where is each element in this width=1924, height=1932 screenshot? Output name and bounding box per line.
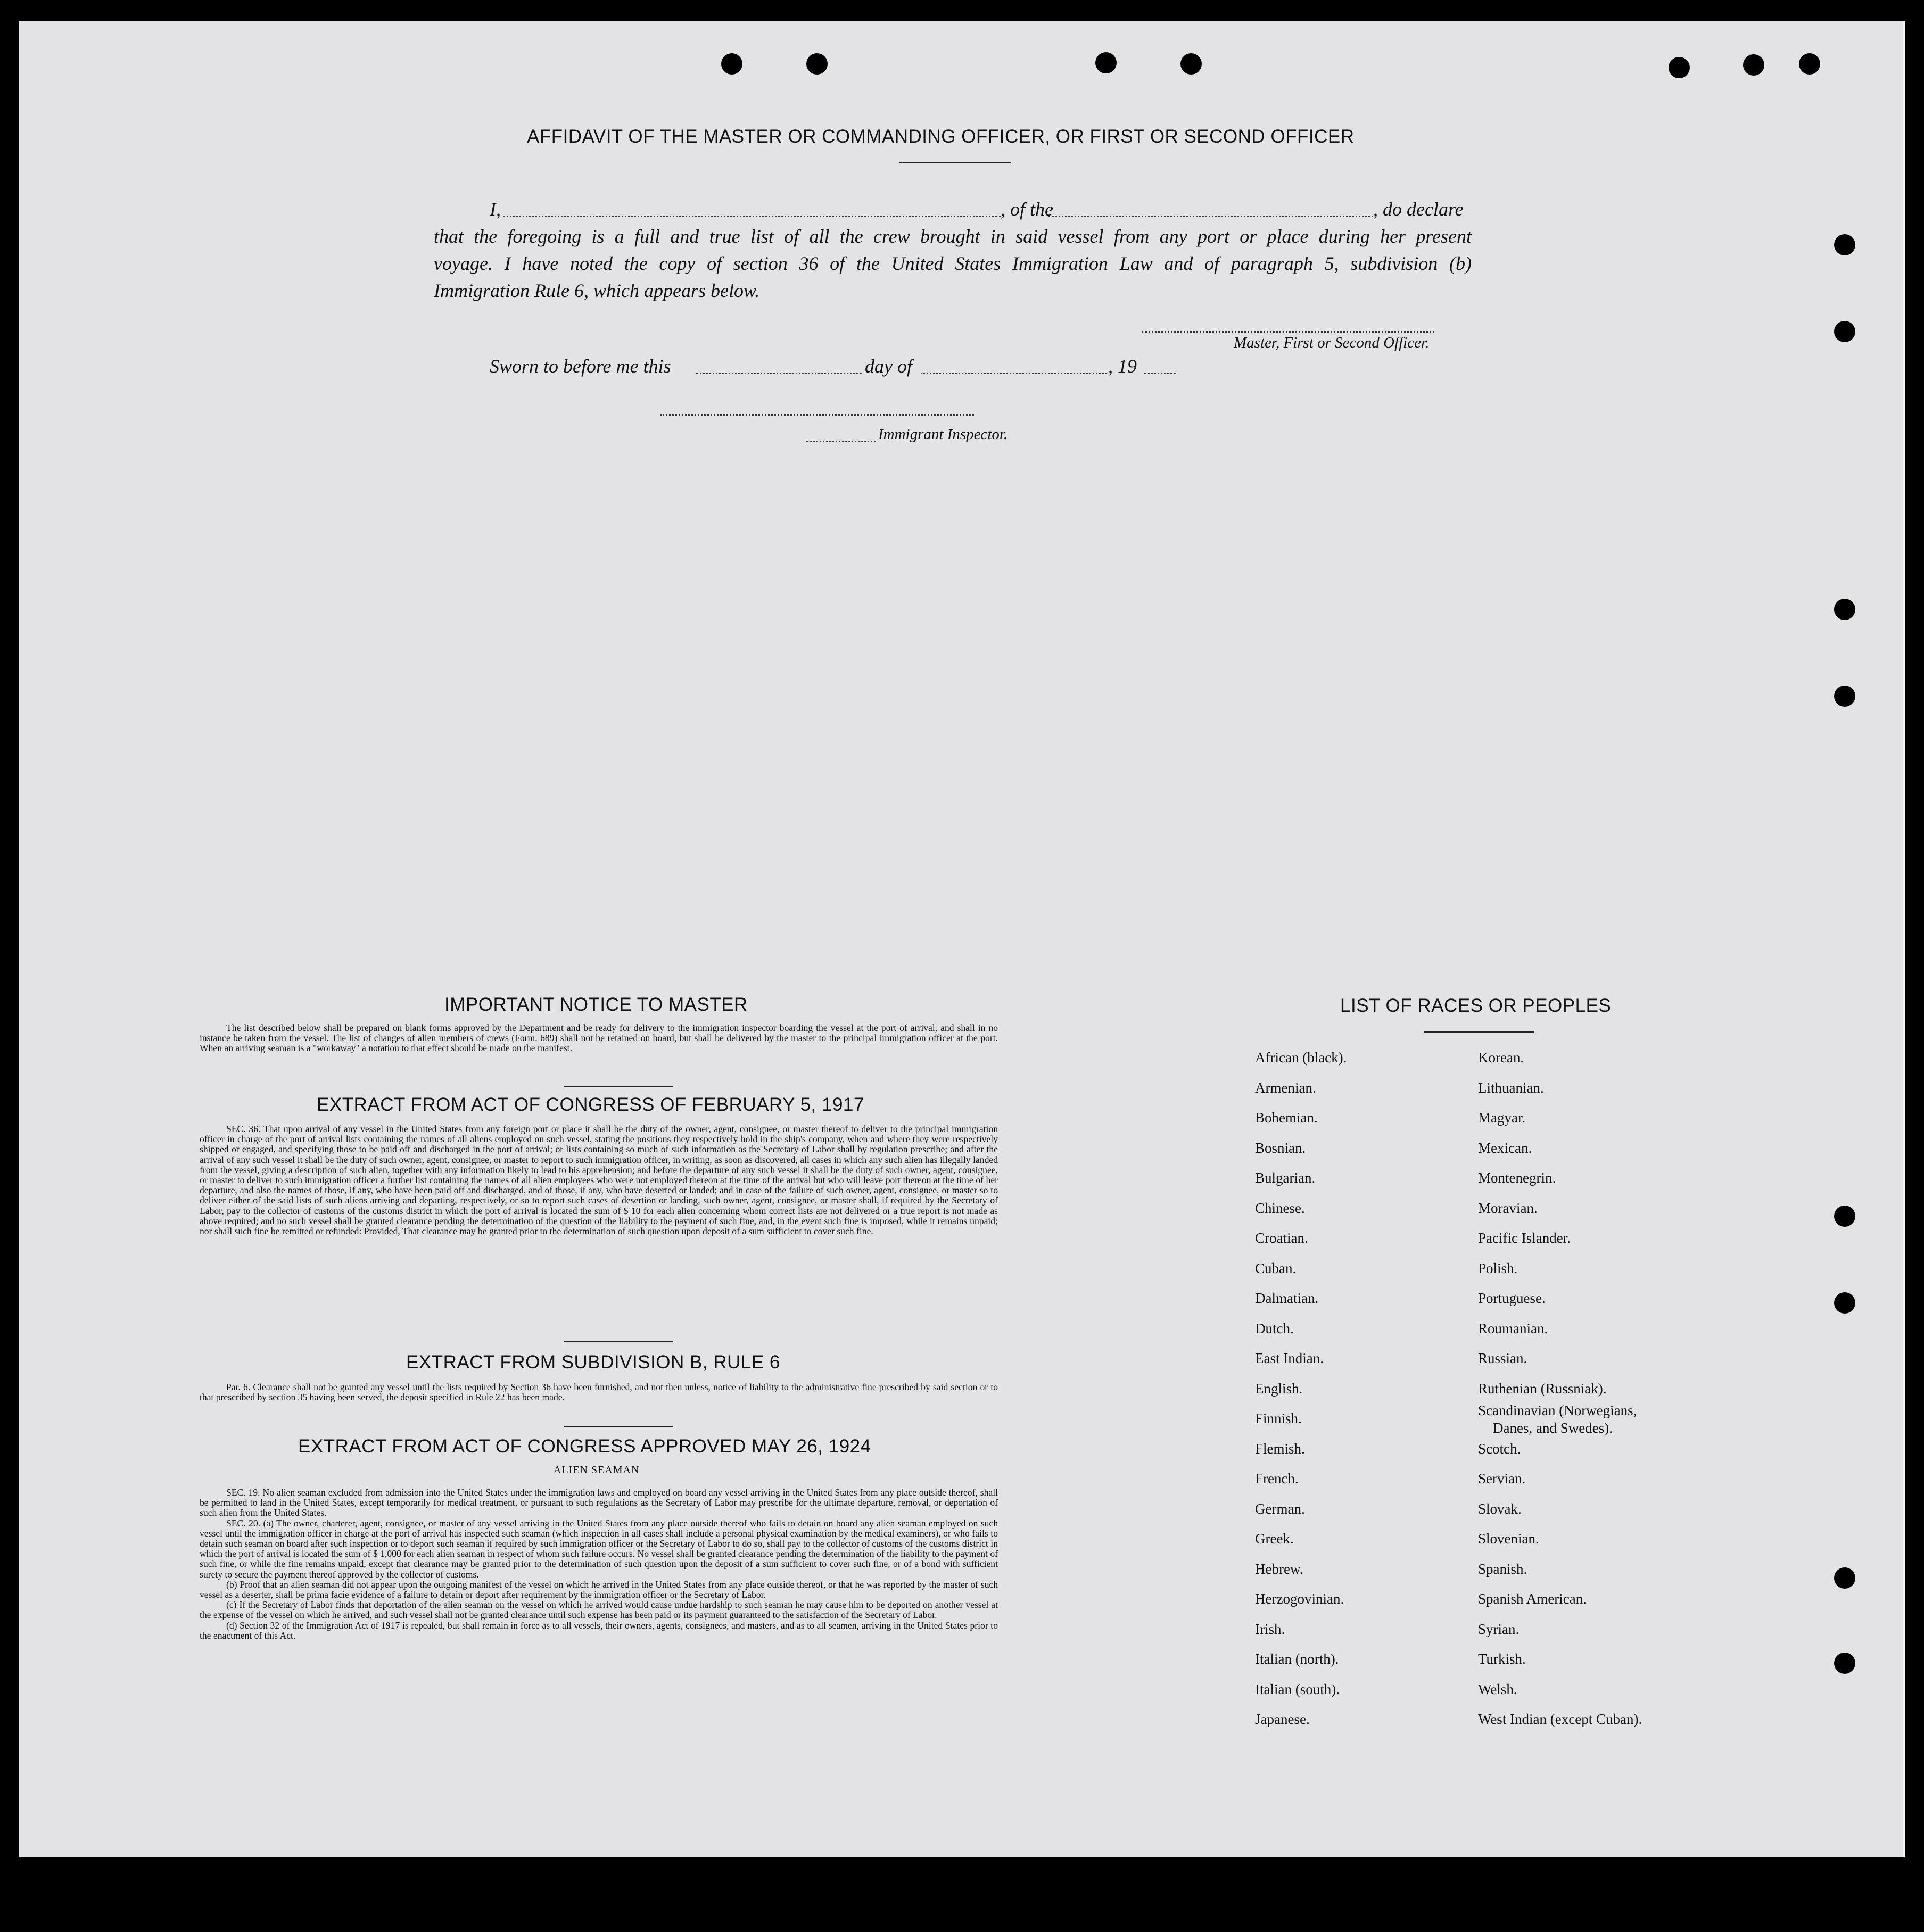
affidavit-line-2: that the foregoing is a full and true list of all the crew brought in said vessel from any port or place during her present [434, 226, 1472, 247]
race-item: Herzogovinian. [1255, 1591, 1344, 1607]
race-item: Hebrew. [1255, 1561, 1303, 1577]
notice-body [200, 1023, 998, 1054]
notice-title: IMPORTANT NOTICE TO MASTER [444, 994, 748, 1015]
of-the-label: , of the [1001, 199, 1053, 220]
section-20a-paragraph: SEC. 20. (a) The owner, charterer, agent, consignee, or master of any vessel arriving in the United States from any place outside thereof who fails to detain on board any alien seaman employed on such vessel until the immigration officer in charge at the port of arrival has inspected such seaman (which inspection in all cases shall include a personal physical examination by the medical examiners), or who fails to detain such seaman on board after such inspection or to deport such seaman if required by such immigration officer or the Secretary of Labor to do so, shall pay to the collector of customs of the customs district in which the port of arrival is located the sum of $ 1,000 for each alien seaman in respect of whom such failure occurs. No vessel shall be granted clearance pending the determination of the liability to the payment of such fine, or while the fine remains unpaid, except that clearance may be granted prior to the determination of such question upon the deposit of a sum sufficient to cover such fine, or of a bond with sufficient surety to secure the payment thereof approved by the collector of customs. [200, 1517, 998, 1580]
inspector-signature-field-2[interactable] [806, 441, 876, 442]
race-item: Pacific Islander. [1478, 1230, 1571, 1246]
declarant-prefix: I, [490, 199, 501, 220]
race-item: Moravian. [1478, 1200, 1538, 1216]
race-item: Flemish. [1255, 1440, 1305, 1457]
race-item: Bosnian. [1255, 1140, 1306, 1156]
title-underline [899, 162, 1011, 163]
race-item: Spanish. [1478, 1561, 1527, 1577]
race-item: Spanish American. [1478, 1591, 1587, 1607]
race-item: Dalmatian. [1255, 1290, 1319, 1306]
race-item: Korean. [1478, 1050, 1524, 1066]
sworn-label: Sworn to before me this [490, 356, 671, 377]
race-item: Syrian. [1478, 1621, 1520, 1637]
punch-hole [1834, 1206, 1855, 1227]
race-item: French. [1255, 1471, 1299, 1487]
race-item: Slovak. [1478, 1500, 1522, 1517]
race-item: Lithuanian. [1478, 1079, 1544, 1096]
punch-hole [1180, 53, 1202, 75]
extract-rule6-title: EXTRACT FROM SUBDIVISION B, RULE 6 [406, 1352, 780, 1373]
punch-hole [1095, 52, 1117, 73]
section-20d-paragraph: (d) Section 32 of the Immigration Act of 1917 is repealed, but shall remain in force as to all vessels, their owners, agents, consignees, and masters, and as to all seamen, arriving in the United States prior to the enactment of this Act. [200, 1620, 998, 1641]
race-item: Welsh. [1478, 1681, 1517, 1697]
race-item: Chinese. [1255, 1200, 1305, 1216]
punch-hole [1834, 686, 1855, 707]
race-item: Ruthenian (Russniak). [1478, 1380, 1607, 1397]
punch-hole [1669, 57, 1690, 78]
race-item: Montenegrin. [1478, 1170, 1556, 1186]
race-item: Italian (south). [1255, 1681, 1340, 1697]
section-19-paragraph: SEC. 19. No alien seaman excluded from admission into the United States under the immigration laws and employed on board any vessel arriving in the United States from any place outside thereof, shall be permitted to land in the United States, except temporarily for medical treatment, or pursuant to such regulations as the Secretary of Labor may prescribe for the ultimate departure, removal, or deportation of such alien from the United States. [200, 1487, 998, 1518]
alien-seaman-subtitle: ALIEN SEAMAN [554, 1464, 640, 1476]
affidavit-line-3: voyage. I have noted the copy of section 36 of the United States Immigration Law and of paragraph 5, subdivision (b) [434, 253, 1472, 274]
race-item: Dutch. [1255, 1320, 1294, 1336]
race-item: Bohemian. [1255, 1110, 1318, 1126]
position-field[interactable] [1048, 216, 1373, 217]
punch-hole [806, 53, 828, 75]
inspector-caption: Immigrant Inspector. [878, 426, 1008, 443]
race-item: Scotch. [1478, 1440, 1521, 1457]
sworn-month-field[interactable] [921, 373, 1107, 374]
punch-hole [1743, 54, 1764, 76]
day-of-label: day of [865, 356, 912, 377]
race-item: Portuguese. [1478, 1290, 1546, 1306]
race-item: Japanese. [1255, 1711, 1310, 1727]
race-continuation: Danes, and Swedes). [1493, 1420, 1613, 1436]
section-36-paragraph: SEC. 36. That upon arrival of any vessel in the United States from any foreign port or place it shall be the duty of the owner, agent, consignee, or master thereof to deliver to the principal immigration officer in charge of the port of arrival lists containing the names of all aliens employed on such vessel, stating the positions they respectively hold in the ship's company, when and where they were respectively shipped or engaged, and specifying those to be paid off and discharged in the port of arrival; or lists containing so much of such information as the Secretary of Labor shall by regulation prescribe; and after the arrival of any such vessel it shall be the duty of such owner, agent, consignee, or master to report to such immigration officer, in writing, as soon as discovered, all cases in which any such alien has illegally landed from the vessel, giving a description of such alien, together with any information likely to lead to his apprehension; and before the departure of any such vessel it shall be the duty of such owner, agent, consignee, or master to deliver to such immigration officer a further list containing the names of all alien employees who were not employed thereon at the time of the arrival but who will leave port thereon at the time of her departure, and also the names of those, if any, who have been paid off and discharged, and of those, if any, who have deserted or landed; and in case of the failure of such owner, agent, consignee, or master so to deliver either of the said lists of such aliens arriving and departing, respectively, or so to report such cases of desertion or landing, such owner, agent, consignee, or master shall, if required by the Secretary of Labor, pay to the collector of customs of the customs district in which the port of arrival is located the sum of $ 10 for each alien concerning whom correct lists are not delivered or a true report is not made as above required; and no such vessel shall be granted clearance pending the determination of the question of the liability to the payment of such fine, and, in the event such fine is imposed, while it remains unpaid; nor shall such fine be remitted or refunded: Provided, That clearance may be granted prior to the determination of such question upon deposit of a sum sufficient to cover such fine. [200, 1124, 998, 1237]
race-item: Italian (north). [1255, 1651, 1339, 1667]
races-title: LIST OF RACES OR PEOPLES [1340, 995, 1612, 1016]
race-item: Finnish. [1255, 1410, 1302, 1426]
race-item: Russian. [1478, 1350, 1527, 1366]
section-divider [564, 1341, 673, 1342]
section-20b-paragraph: (b) Proof that an alien seaman did not appear upon the outgoing manifest of the vessel on which he arrived in the United States from any place outside thereof, or that he was reported by the master of such vessel as a deserter, shall be prima facie evidence of a failure to detain or deport after requirement by the immigration officer or the Secretary of Labor. [200, 1579, 998, 1600]
race-item: Slovenian. [1478, 1531, 1539, 1547]
race-item: Irish. [1255, 1621, 1285, 1637]
race-item: Polish. [1478, 1260, 1518, 1276]
races-title-underline [1424, 1031, 1534, 1033]
extract-1924-body [200, 1488, 998, 1641]
race-item: Servian. [1478, 1471, 1526, 1487]
race-item: Bulgarian. [1255, 1170, 1316, 1186]
punch-hole [1834, 1567, 1855, 1589]
punch-hole [1834, 321, 1855, 342]
extract-1917-title: EXTRACT FROM ACT OF CONGRESS OF FEBRUARY 5, 1917 [317, 1094, 864, 1115]
do-declare-label: , do declare [1373, 199, 1464, 220]
section-divider [564, 1426, 673, 1427]
master-signature-field[interactable] [1142, 331, 1434, 333]
race-item: Roumanian. [1478, 1320, 1548, 1336]
year-prefix: , 19 [1108, 356, 1137, 377]
declarant-name-field[interactable] [503, 216, 1001, 217]
section-divider [564, 1086, 673, 1087]
race-item: Magyar. [1478, 1110, 1526, 1126]
race-item: Croatian. [1255, 1230, 1308, 1246]
race-item: English. [1255, 1380, 1303, 1397]
section-20c-paragraph: (c) If the Secretary of Labor finds that deportation of the alien seaman on the vessel on which he arrived would cause undue hardship to such seaman he may cause him to be deported on another vessel at the expense of the vessel on which he arrived, and such vessel shall not be granted clearance until such expense has been paid or its payment guaranteed to the satisfaction of the Secretary of Labor. [200, 1599, 998, 1621]
notice-paragraph: The list described below shall be prepared on blank forms approved by the Department and be ready for delivery to the immigration inspector boarding the vessel at the port of arrival, and shall in no instance be taken from the vessel. The list of changes of alien members of crews (Form. 689) shall not be retained on board, but shall be delivered by the master to the principal immigration officer at the port. When an arriving seaman is a "workaway" a notation to that effect should be made on the manifest. [200, 1022, 998, 1054]
punch-hole [1834, 599, 1855, 620]
extract-1924-title: EXTRACT FROM ACT OF CONGRESS APPROVED MAY 26, 1924 [298, 1436, 871, 1457]
punch-hole [1834, 234, 1855, 255]
race-item: African (black). [1255, 1050, 1347, 1066]
race-item: Cuban. [1255, 1260, 1297, 1276]
affidavit-title: AFFIDAVIT OF THE MASTER OR COMMANDING OFFICER, OR FIRST OR SECOND OFFICER [527, 126, 1355, 147]
affidavit-line-4: Immigration Rule 6, which appears below. [434, 280, 760, 301]
sworn-year-field[interactable] [1144, 373, 1176, 374]
extract-rule6-body [200, 1382, 998, 1402]
punch-hole [721, 53, 742, 75]
inspector-signature-field[interactable] [660, 414, 974, 416]
paragraph-6: Par. 6. Clearance shall not be granted any vessel until the lists required by Section 36 have been furnished, and not then unless, notice of liability to the administrative fine prescribed by said section or to that prescribed by section 35 having been served, the deposit specified in Rule 22 has been made. [200, 1382, 998, 1403]
race-item: Scandinavian (Norwegians, [1478, 1402, 1637, 1418]
punch-hole [1834, 1653, 1855, 1674]
race-item: East Indian. [1255, 1350, 1324, 1366]
race-item: Mexican. [1478, 1140, 1532, 1156]
extract-1917-body [200, 1124, 998, 1236]
punch-hole [1834, 1292, 1855, 1314]
race-item: German. [1255, 1500, 1305, 1517]
master-signature-caption: Master, First or Second Officer. [1234, 334, 1430, 351]
race-item: Armenian. [1255, 1079, 1316, 1096]
race-item: Greek. [1255, 1531, 1294, 1547]
race-item: West Indian (except Cuban). [1478, 1711, 1642, 1727]
race-item: Turkish. [1478, 1651, 1526, 1667]
punch-hole [1799, 53, 1820, 75]
sworn-day-field[interactable] [696, 373, 862, 374]
